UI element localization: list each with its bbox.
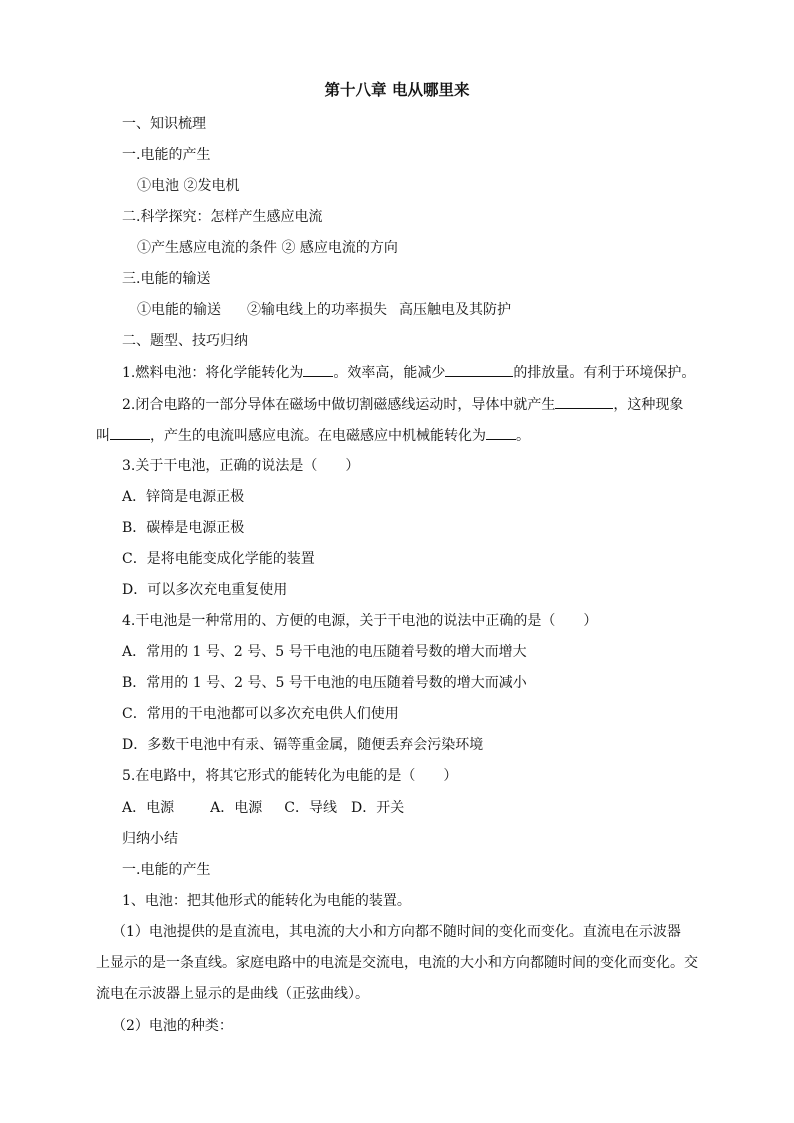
page-title: 第十八章 电从哪里来 — [324, 81, 470, 99]
answer-blank — [110, 425, 150, 440]
question-text: 2.闭合电路的一部分导体在磁场中做切割磁感线运动时，导体中就产生 — [122, 397, 556, 413]
question-text: 1.燃料电池：将化学能转化为 — [122, 365, 304, 381]
item-text: ①电能的输送 — [137, 302, 221, 318]
option: C．导线 — [284, 800, 337, 816]
subsection-items: ①电池 ②发电机 — [137, 178, 240, 194]
subsection-items: ①产生感应电流的条件 ② 感应电流的方向 — [137, 240, 398, 256]
answer-blank — [486, 425, 516, 440]
subsection-heading: 二.科学探究：怎样产生感应电流 — [122, 209, 323, 225]
item-text: ②输电线上的功率损失 — [247, 302, 387, 318]
option: B．碳棒是电源正极 — [122, 520, 245, 536]
summary-paragraph-line: 上显示的是一条直线。家庭电路中的电流是交流电，电流的大小和方向都随时间的变化而变化。交 — [96, 955, 698, 971]
question-text: 。效率高，能减少 — [333, 365, 446, 381]
answer-blank — [555, 394, 613, 409]
summary-paragraph: （2）电池的种类： — [112, 1018, 233, 1034]
option: C．常用的干电池都可以多次充电供人们使用 — [122, 706, 399, 722]
question-1 — [122, 362, 695, 383]
subsection-heading: 三.电能的输送 — [122, 271, 211, 287]
question-5-options — [122, 798, 404, 818]
option: D．可以多次充电重复使用 — [122, 582, 288, 598]
question-4: 4.干电池是一种常用的、方便的电源，关于干电池的说法中正确的是（ ） — [122, 613, 598, 629]
subsection-items — [137, 300, 511, 320]
question-text: 的排放量。有利于环境保护。 — [513, 365, 696, 381]
section-heading: 一、知识梳理 — [122, 116, 206, 132]
section-heading: 二、题型、技巧归纳 — [122, 333, 248, 349]
summary-paragraph: 1、电池：把其他形式的能转化为电能的装置。 — [122, 893, 411, 909]
question-text: ，产生的电流叫感应电流。在电磁感应中机械能转化为 — [150, 428, 486, 444]
question-5: 5.在电路中，将其它形式的能转化为电能的是（ ） — [122, 768, 458, 784]
subsection-heading: 一.电能的产生 — [122, 862, 211, 878]
option: C．是将电能变成化学能的装置 — [122, 551, 315, 567]
item-text: 高压触电及其防护 — [399, 302, 511, 318]
summary-paragraph-line: （1）电池提供的是直流电，其电流的大小和方向都不随时间的变化而变化。直流电在示波器 — [112, 924, 681, 940]
subsection-heading: 一.电能的产生 — [122, 147, 211, 163]
option: A．电源 — [210, 800, 263, 816]
question-text: 叫 — [96, 428, 110, 444]
question-2-line-2 — [96, 425, 530, 446]
question-3: 3.关于干电池，正确的说法是（ ） — [122, 458, 360, 474]
answer-blank — [445, 362, 513, 377]
question-2-line-1 — [122, 394, 683, 415]
answer-blank — [303, 362, 333, 377]
option: D．开关 — [350, 800, 405, 816]
option: A．常用的 1 号、2 号、5 号干电池的电压随着号数的增大而增大 — [122, 644, 527, 660]
question-text: 。 — [516, 428, 530, 444]
option: B．常用的 1 号、2 号、5 号干电池的电压随着号数的增大而减小 — [122, 675, 527, 691]
summary-heading: 归纳小结 — [122, 831, 178, 847]
summary-paragraph-line: 流电在示波器上显示的是曲线（正弦曲线）。 — [96, 986, 369, 1002]
question-text: ，这种现象 — [613, 397, 684, 413]
option: A．电源 — [122, 800, 175, 816]
option: D．多数干电池中有汞、镉等重金属，随便丢弃会污染环境 — [122, 737, 484, 753]
option: A．锌筒是电源正极 — [122, 489, 245, 505]
